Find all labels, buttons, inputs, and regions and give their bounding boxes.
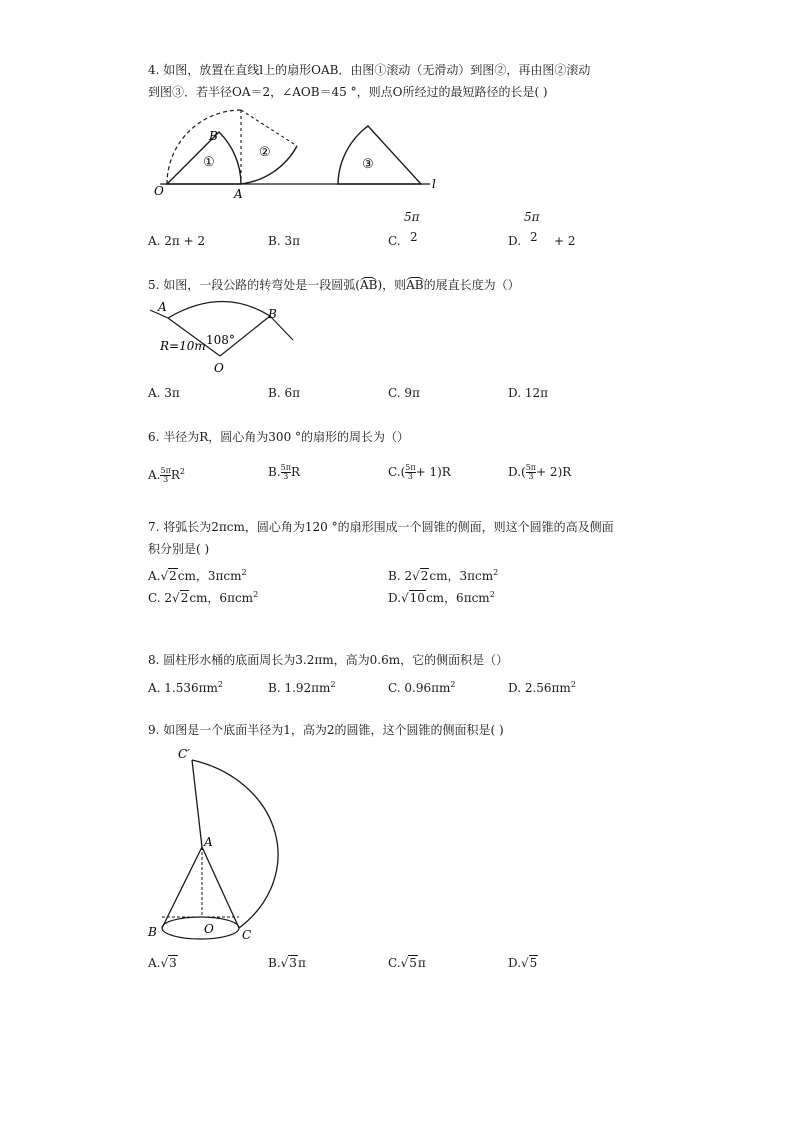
q4-option-c: C. 5π 2 [388, 210, 420, 248]
q6-option-d: D.( $\frac{5\pi}{3}$ + 2)R [508, 463, 572, 481]
q7-option-d: D.√10cm，6πcm$^2$ [388, 590, 495, 605]
q4-option-a: A. 2π + 2 [148, 234, 206, 248]
q9-stem: 9. 如图是一个底面半径为1，高为2的圆锥，这个圆锥的侧面积是( ) [148, 723, 504, 737]
label-circle-3: ③ [362, 157, 374, 172]
q6-option-b: B. $\frac{5\pi}{3}$ R [268, 463, 301, 481]
label-B: B [209, 129, 218, 143]
label-C: C [242, 928, 252, 942]
label-R: R=10m [160, 339, 206, 353]
q8-option-c: C. $0.96\pi m^2$ [388, 680, 456, 695]
q4-stem-line1: 4. 如图，放置在直线l上的扇形OAB．由图①滚动（无滑动）到图②，再由图②滚动 [148, 63, 591, 77]
q6-stem: 6. 半径为R，圆心角为300 °的扇形的周长为（） [148, 430, 410, 444]
q7-stem-line2: 积分别是( ) [148, 542, 210, 556]
q9-option-a: A.√3 [148, 956, 177, 970]
q5-option-b: B. 6π [268, 386, 300, 400]
q9-option-c: C.√5π [388, 956, 426, 970]
q9-option-d: D.√5 [508, 956, 538, 970]
q5-option-a: A. 3π [148, 386, 180, 400]
q7-option-b: B. 2√2cm，3πcm$^2$ [388, 568, 499, 583]
q6-option-a: A. $\frac{5\pi}{3}$ $R^2$ [148, 466, 185, 484]
label-l: l [432, 177, 436, 191]
q8-option-a: A. $1.536\pi m^2$ [148, 680, 224, 695]
label-C-prime: C′ [178, 747, 190, 761]
label-O: O [214, 361, 224, 375]
label-B: B [148, 925, 157, 939]
q5-option-c: C. 9π [388, 386, 420, 400]
arc-AB [168, 301, 270, 318]
sector-2-dashed-edge [241, 110, 297, 146]
label-O: O [204, 922, 214, 936]
label-A: A [158, 300, 167, 314]
q9-figure [145, 740, 305, 945]
q5-stem: 5. 如图，一段公路的转弯处是一段圆弧(AB)，则AB的展直长度为（） [148, 278, 520, 292]
line-AC1 [192, 760, 202, 847]
q5-figure [150, 296, 300, 376]
line-AB [162, 847, 202, 928]
q5-option-d: D. 12π [508, 386, 548, 400]
q7-option-c: C. 2√2cm，6πcm$^2$ [148, 590, 259, 605]
q8-option-b: B. $1.92\pi m^2$ [268, 680, 336, 695]
label-B: B [268, 307, 277, 321]
q7-stem-line1: 7. 将弧长为2πcm，圆心角为120 °的扇形围成一个圆锥的侧面，则这个圆锥的高及侧面 [148, 520, 614, 534]
label-O: O [154, 184, 164, 198]
q9-option-b: B.√3π [268, 956, 306, 970]
label-A: A [204, 835, 213, 849]
q7-option-a: A.√2cm，3πcm$^2$ [148, 568, 247, 583]
sector-3 [338, 126, 421, 184]
label-angle: 108° [206, 333, 235, 347]
q6-option-c: C.( $\frac{5\pi}{3}$ + 1)R [388, 463, 451, 481]
q4-option-d: D. 5π 2 + 2 [508, 210, 576, 248]
label-circle-2: ② [259, 145, 271, 160]
label-A: A [234, 187, 243, 200]
q4-option-b: B. 3π [268, 234, 300, 248]
label-circle-1: ① [203, 155, 215, 170]
line-AC [202, 847, 239, 928]
q4-stem-line2: 到图③．若半径OA＝2，∠AOB＝45 °，则点O所经过的最短路径的长是( ) [148, 85, 548, 99]
q8-stem: 8. 圆柱形水桶的底面周长为3.2πm，高为0.6m，它的侧面积是（） [148, 653, 509, 667]
base-ellipse [162, 917, 239, 939]
q4-figure [150, 108, 450, 200]
q8-option-d: D. $2.56\pi m^2$ [508, 680, 576, 695]
